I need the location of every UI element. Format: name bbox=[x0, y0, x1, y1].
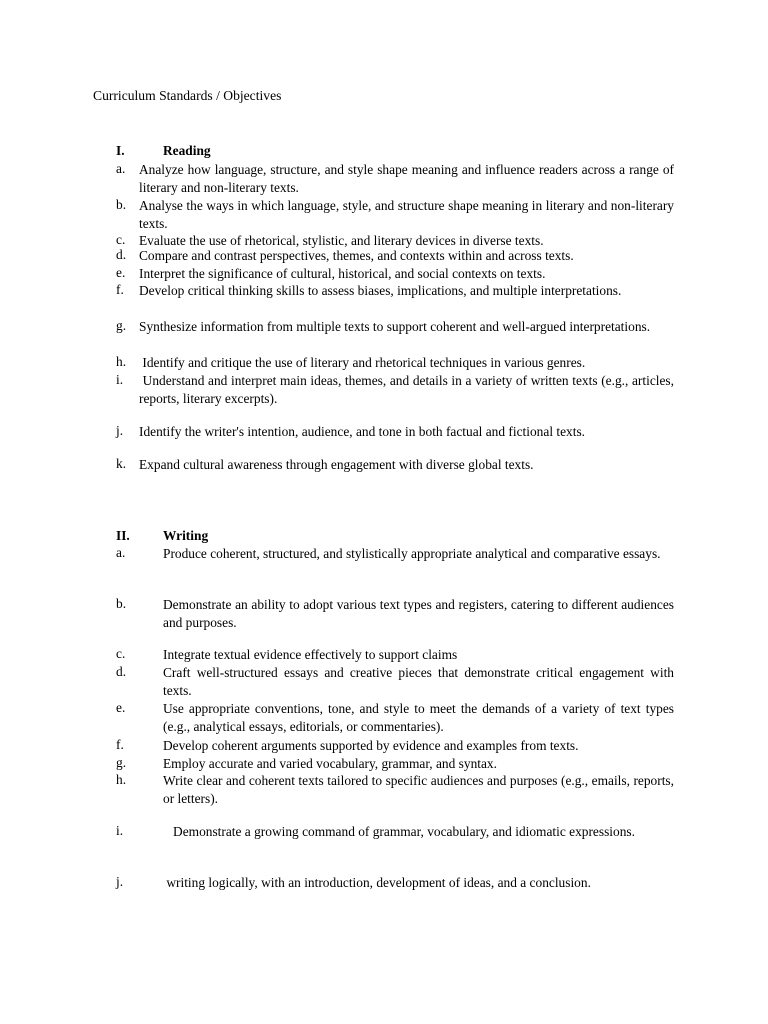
writing-section-numeral: II. bbox=[116, 528, 130, 543]
writing-section-heading: Writing bbox=[163, 528, 209, 543]
writing-item-marker: h. bbox=[116, 772, 127, 787]
writing-item-text: Use appropriate conventions, tone, and style to meet the demands of a variety of text types (e.g., analytical essays, editorials, or commentaries). bbox=[163, 701, 678, 734]
reading-item-text: Analyse the ways in which language, style, and structure shape meaning in literary and non-literary texts. bbox=[139, 198, 678, 231]
writing-item-marker: i. bbox=[116, 823, 124, 838]
reading-item-marker: g. bbox=[116, 318, 127, 333]
reading-item-marker: c. bbox=[116, 232, 126, 247]
reading-section-numeral: I. bbox=[116, 143, 125, 158]
reading-item-text: Identify the writer's intention, audience, and tone in both factual and fictional texts. bbox=[139, 424, 586, 439]
reading-section-heading: Reading bbox=[163, 143, 211, 158]
reading-item-text: Compare and contrast perspectives, themes, and contexts within and across texts. bbox=[139, 248, 574, 263]
writing-item-marker: d. bbox=[116, 664, 127, 679]
reading-item-marker: i. bbox=[116, 372, 124, 387]
reading-item-marker: k. bbox=[116, 456, 127, 471]
writing-item-text: writing logically, with an introduction, development of ideas, and a conclusion. bbox=[163, 875, 591, 890]
reading-item-text: Evaluate the use of rhetorical, stylistic, and literary devices in diverse texts. bbox=[139, 233, 544, 248]
writing-item-text: Demonstrate an ability to adopt various text types and registers, catering to different audiences and purposes. bbox=[163, 597, 678, 630]
reading-item-marker: d. bbox=[116, 247, 127, 262]
reading-item-text: Develop critical thinking skills to assess biases, implications, and multiple interpretations. bbox=[139, 283, 622, 298]
reading-item-text: Interpret the significance of cultural, historical, and social contexts on texts. bbox=[139, 266, 546, 281]
writing-item-text: Demonstrate a growing command of grammar, vocabulary, and idiomatic expressions. bbox=[163, 824, 635, 839]
writing-item-text: Employ accurate and varied vocabulary, grammar, and syntax. bbox=[163, 756, 497, 771]
writing-item-marker: e. bbox=[116, 700, 126, 715]
writing-item-marker: a. bbox=[116, 545, 126, 560]
writing-item-marker: b. bbox=[116, 596, 127, 611]
reading-item-text: Understand and interpret main ideas, themes, and details in a variety of written texts (e.g., articles, reports, literary excerpts). bbox=[139, 373, 678, 406]
reading-item-marker: b. bbox=[116, 197, 127, 212]
reading-item-text: Expand cultural awareness through engagement with diverse global texts. bbox=[139, 457, 534, 472]
reading-item-text: Synthesize information from multiple texts to support coherent and well-argued interpretations. bbox=[139, 319, 651, 334]
writing-item-marker: c. bbox=[116, 646, 126, 661]
writing-item-text: Integrate textual evidence effectively to support claims bbox=[163, 647, 458, 662]
writing-item-text: Produce coherent, structured, and stylistically appropriate analytical and comparative essays. bbox=[163, 546, 661, 561]
writing-item-marker: g. bbox=[116, 755, 127, 770]
writing-item-text: Develop coherent arguments supported by evidence and examples from texts. bbox=[163, 738, 579, 753]
writing-item-text: Craft well-structured essays and creative pieces that demonstrate critical engagement with texts. bbox=[163, 665, 678, 698]
reading-item-marker: e. bbox=[116, 265, 126, 280]
reading-item-marker: f. bbox=[116, 282, 124, 297]
reading-item-marker: j. bbox=[116, 423, 124, 438]
writing-item-text: Write clear and coherent texts tailored to specific audiences and purposes (e.g., emails, reports, or letters). bbox=[163, 773, 678, 806]
writing-item-marker: f. bbox=[116, 737, 124, 752]
reading-item-marker: h. bbox=[116, 354, 127, 369]
reading-item-text: Analyze how language, structure, and style shape meaning and influence readers across a range of literary and non-literary texts. bbox=[139, 162, 678, 195]
page-title: Curriculum Standards / Objectives bbox=[93, 88, 282, 103]
reading-item-marker: a. bbox=[116, 161, 126, 176]
writing-item-marker: j. bbox=[116, 874, 124, 889]
reading-item-text: Identify and critique the use of literary and rhetorical techniques in various genres. bbox=[139, 355, 586, 370]
